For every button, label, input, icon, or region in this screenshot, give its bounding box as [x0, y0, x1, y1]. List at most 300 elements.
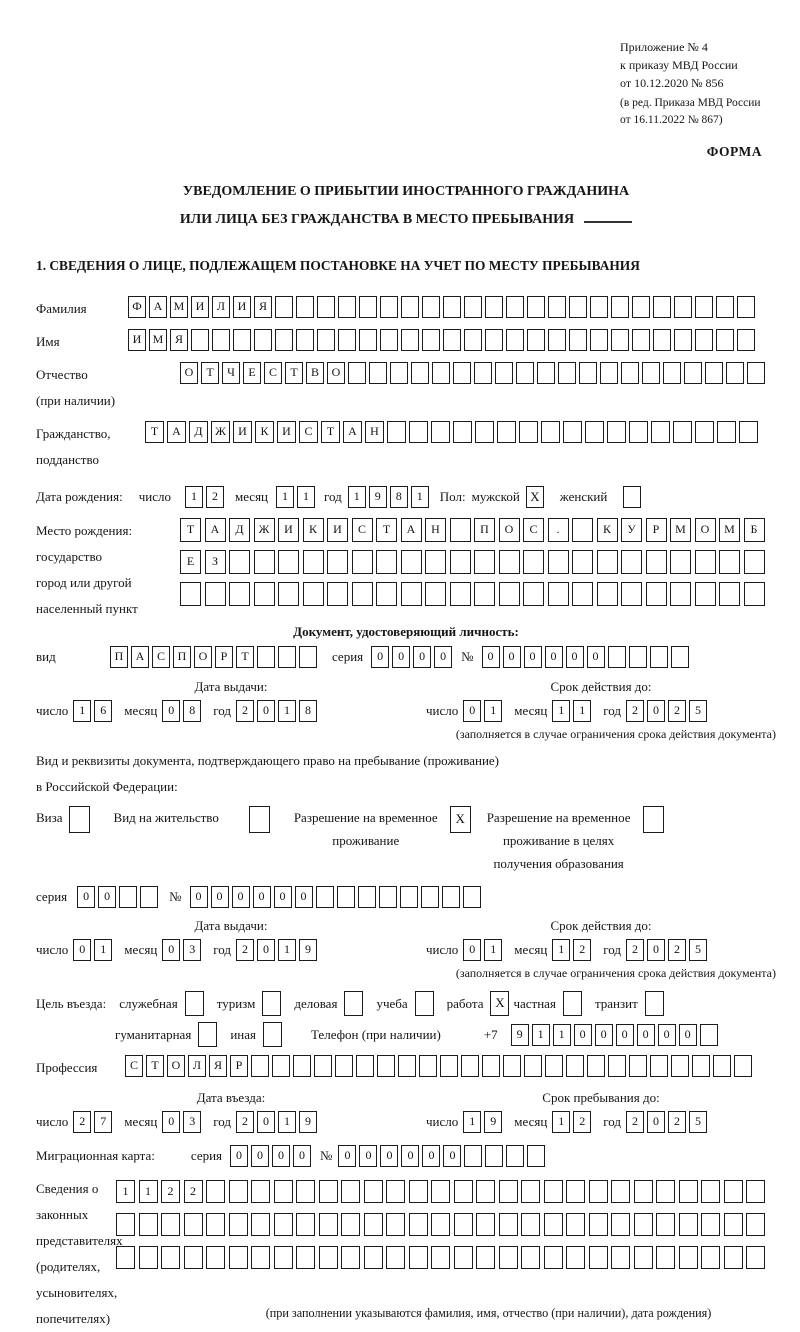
char-cell[interactable]: 2	[236, 939, 254, 961]
char-cell[interactable]: 0	[401, 1145, 419, 1167]
char-cell[interactable]: 5	[689, 939, 707, 961]
char-cell[interactable]	[608, 1055, 626, 1077]
char-cell[interactable]	[119, 886, 137, 908]
char-cell[interactable]	[650, 1055, 668, 1077]
char-cell[interactable]	[674, 296, 692, 318]
char-cell[interactable]: Т	[321, 421, 340, 443]
char-cell[interactable]: Я	[254, 296, 272, 318]
char-cell[interactable]	[341, 1213, 360, 1236]
char-cell[interactable]: 0	[380, 1145, 398, 1167]
char-cell[interactable]	[229, 1180, 248, 1203]
char-cell[interactable]: 0	[190, 886, 208, 908]
char-cell[interactable]	[663, 362, 681, 384]
char-cell[interactable]: 0	[679, 1024, 697, 1046]
char-cell[interactable]	[495, 362, 513, 384]
char-cell[interactable]	[316, 886, 334, 908]
char-cell[interactable]	[597, 582, 618, 606]
char-cell[interactable]: Н	[425, 518, 446, 542]
char-cell[interactable]	[454, 1213, 473, 1236]
char-cell[interactable]	[364, 1180, 383, 1203]
char-cell[interactable]	[634, 1213, 653, 1236]
char-cell[interactable]: О	[499, 518, 520, 542]
char-cell[interactable]	[317, 296, 335, 318]
char-cell[interactable]: 1	[94, 939, 112, 961]
char-cell[interactable]	[358, 886, 376, 908]
char-cell[interactable]: 1	[139, 1180, 158, 1203]
char-cell[interactable]	[401, 550, 422, 574]
char-cell[interactable]	[499, 1180, 518, 1203]
char-cell[interactable]	[229, 550, 250, 574]
char-cell[interactable]: 1	[573, 700, 591, 722]
char-cell[interactable]: Р	[215, 646, 233, 668]
char-cell[interactable]: 0	[616, 1024, 634, 1046]
char-cell[interactable]: 2	[206, 486, 224, 508]
char-cell[interactable]: 0	[524, 646, 542, 668]
char-cell[interactable]	[499, 1213, 518, 1236]
char-cell[interactable]	[369, 362, 387, 384]
char-cell[interactable]: 1	[484, 939, 502, 961]
char-cell[interactable]	[359, 296, 377, 318]
char-cell[interactable]	[503, 1055, 521, 1077]
char-cell[interactable]	[341, 1246, 360, 1269]
char-cell[interactable]: С	[152, 646, 170, 668]
char-cell[interactable]	[386, 1213, 405, 1236]
char-cell[interactable]	[527, 296, 545, 318]
char-cell[interactable]	[523, 550, 544, 574]
char-cell[interactable]	[597, 550, 618, 574]
char-cell[interactable]	[506, 1145, 524, 1167]
char-cell[interactable]	[671, 1055, 689, 1077]
char-cell[interactable]	[499, 1246, 518, 1269]
char-cell[interactable]: Р	[646, 518, 667, 542]
char-cell[interactable]: 0	[295, 886, 313, 908]
char-cell[interactable]	[327, 582, 348, 606]
char-cell[interactable]	[524, 1055, 542, 1077]
char-cell[interactable]	[713, 1055, 731, 1077]
char-cell[interactable]	[670, 582, 691, 606]
char-cell[interactable]: О	[180, 362, 198, 384]
char-cell[interactable]: 2	[668, 1111, 686, 1133]
char-cell[interactable]: 0	[545, 646, 563, 668]
char-cell[interactable]	[443, 296, 461, 318]
char-cell[interactable]	[642, 362, 660, 384]
char-cell[interactable]	[497, 421, 516, 443]
char-cell[interactable]	[611, 1213, 630, 1236]
residence-permit-checkbox[interactable]	[249, 806, 270, 833]
char-cell[interactable]: 2	[668, 700, 686, 722]
char-cell[interactable]	[653, 296, 671, 318]
char-cell[interactable]	[431, 421, 450, 443]
char-cell[interactable]	[161, 1246, 180, 1269]
char-cell[interactable]	[356, 1055, 374, 1077]
char-cell[interactable]	[566, 1180, 585, 1203]
char-cell[interactable]	[653, 329, 671, 351]
char-cell[interactable]	[296, 1180, 315, 1203]
purpose-transit-checkbox[interactable]	[645, 991, 664, 1016]
char-cell[interactable]: 0	[274, 886, 292, 908]
char-cell[interactable]	[421, 886, 439, 908]
char-cell[interactable]	[206, 1213, 225, 1236]
char-cell[interactable]	[737, 296, 755, 318]
char-cell[interactable]	[464, 296, 482, 318]
char-cell[interactable]: 0	[647, 939, 665, 961]
char-cell[interactable]: К	[303, 518, 324, 542]
char-cell[interactable]	[679, 1213, 698, 1236]
char-cell[interactable]: 9	[369, 486, 387, 508]
char-cell[interactable]: Ж	[211, 421, 230, 443]
char-cell[interactable]	[376, 582, 397, 606]
char-cell[interactable]	[600, 362, 618, 384]
char-cell[interactable]	[338, 329, 356, 351]
char-cell[interactable]	[275, 296, 293, 318]
char-cell[interactable]	[482, 1055, 500, 1077]
char-cell[interactable]	[607, 421, 626, 443]
char-cell[interactable]	[272, 1055, 290, 1077]
char-cell[interactable]: 0	[251, 1145, 269, 1167]
char-cell[interactable]: Т	[376, 518, 397, 542]
char-cell[interactable]	[737, 329, 755, 351]
char-cell[interactable]	[717, 421, 736, 443]
char-cell[interactable]: 0	[257, 1111, 275, 1133]
char-cell[interactable]: 0	[77, 886, 95, 908]
char-cell[interactable]: 0	[463, 939, 481, 961]
char-cell[interactable]: 0	[647, 700, 665, 722]
char-cell[interactable]	[212, 329, 230, 351]
char-cell[interactable]: 0	[98, 886, 116, 908]
char-cell[interactable]	[499, 550, 520, 574]
char-cell[interactable]	[544, 1180, 563, 1203]
char-cell[interactable]: 2	[573, 1111, 591, 1133]
char-cell[interactable]	[184, 1213, 203, 1236]
char-cell[interactable]	[611, 296, 629, 318]
char-cell[interactable]: 0	[293, 1145, 311, 1167]
char-cell[interactable]	[431, 1213, 450, 1236]
char-cell[interactable]: 1	[553, 1024, 571, 1046]
char-cell[interactable]: 1	[411, 486, 429, 508]
char-cell[interactable]: Е	[243, 362, 261, 384]
char-cell[interactable]	[621, 582, 642, 606]
char-cell[interactable]: И	[233, 421, 252, 443]
char-cell[interactable]	[386, 1246, 405, 1269]
char-cell[interactable]	[398, 1055, 416, 1077]
char-cell[interactable]	[348, 362, 366, 384]
char-cell[interactable]	[161, 1213, 180, 1236]
char-cell[interactable]: С	[352, 518, 373, 542]
char-cell[interactable]: 0	[443, 1145, 461, 1167]
char-cell[interactable]	[726, 362, 744, 384]
char-cell[interactable]: 2	[236, 700, 254, 722]
temp-residence-permit-checkbox[interactable]: X	[450, 806, 471, 833]
char-cell[interactable]	[566, 1246, 585, 1269]
char-cell[interactable]	[651, 421, 670, 443]
char-cell[interactable]	[724, 1246, 743, 1269]
char-cell[interactable]: Н	[365, 421, 384, 443]
char-cell[interactable]: 0	[574, 1024, 592, 1046]
char-cell[interactable]	[296, 1213, 315, 1236]
char-cell[interactable]	[724, 1213, 743, 1236]
char-cell[interactable]	[464, 1145, 482, 1167]
char-cell[interactable]	[453, 421, 472, 443]
char-cell[interactable]	[463, 886, 481, 908]
char-cell[interactable]: 2	[161, 1180, 180, 1203]
char-cell[interactable]	[589, 1213, 608, 1236]
char-cell[interactable]	[521, 1213, 540, 1236]
char-cell[interactable]	[671, 646, 689, 668]
char-cell[interactable]	[411, 362, 429, 384]
char-cell[interactable]: 0	[232, 886, 250, 908]
char-cell[interactable]	[229, 582, 250, 606]
char-cell[interactable]: 2	[236, 1111, 254, 1133]
char-cell[interactable]: Р	[230, 1055, 248, 1077]
char-cell[interactable]	[319, 1180, 338, 1203]
purpose-business-checkbox[interactable]	[344, 991, 363, 1016]
char-cell[interactable]: И	[278, 518, 299, 542]
char-cell[interactable]: 2	[626, 700, 644, 722]
char-cell[interactable]	[739, 421, 758, 443]
char-cell[interactable]: М	[149, 329, 167, 351]
char-cell[interactable]	[180, 582, 201, 606]
char-cell[interactable]: 1	[278, 700, 296, 722]
char-cell[interactable]: О	[695, 518, 716, 542]
char-cell[interactable]	[419, 1055, 437, 1077]
char-cell[interactable]	[327, 550, 348, 574]
char-cell[interactable]: 0	[587, 646, 605, 668]
char-cell[interactable]	[205, 582, 226, 606]
char-cell[interactable]	[317, 329, 335, 351]
char-cell[interactable]	[695, 582, 716, 606]
char-cell[interactable]	[431, 1180, 450, 1203]
char-cell[interactable]	[537, 362, 555, 384]
char-cell[interactable]: Е	[180, 550, 201, 574]
char-cell[interactable]	[506, 296, 524, 318]
char-cell[interactable]	[719, 550, 740, 574]
char-cell[interactable]	[335, 1055, 353, 1077]
char-cell[interactable]	[464, 329, 482, 351]
char-cell[interactable]: 3	[183, 1111, 201, 1133]
char-cell[interactable]: Ч	[222, 362, 240, 384]
char-cell[interactable]: 2	[626, 1111, 644, 1133]
char-cell[interactable]	[257, 646, 275, 668]
char-cell[interactable]: 9	[511, 1024, 529, 1046]
char-cell[interactable]	[629, 1055, 647, 1077]
char-cell[interactable]	[140, 886, 158, 908]
char-cell[interactable]: 1	[276, 486, 294, 508]
char-cell[interactable]: 1	[463, 1111, 481, 1133]
char-cell[interactable]	[296, 329, 314, 351]
char-cell[interactable]	[673, 421, 692, 443]
char-cell[interactable]	[692, 1055, 710, 1077]
char-cell[interactable]	[380, 296, 398, 318]
char-cell[interactable]: 6	[94, 700, 112, 722]
char-cell[interactable]	[476, 1180, 495, 1203]
char-cell[interactable]	[700, 1024, 718, 1046]
char-cell[interactable]: И	[191, 296, 209, 318]
char-cell[interactable]	[523, 582, 544, 606]
char-cell[interactable]	[746, 1180, 765, 1203]
char-cell[interactable]	[401, 582, 422, 606]
char-cell[interactable]: 0	[371, 646, 389, 668]
char-cell[interactable]	[499, 582, 520, 606]
char-cell[interactable]: 0	[658, 1024, 676, 1046]
char-cell[interactable]	[474, 362, 492, 384]
char-cell[interactable]	[352, 550, 373, 574]
char-cell[interactable]	[527, 1145, 545, 1167]
char-cell[interactable]: О	[194, 646, 212, 668]
visa-checkbox[interactable]	[69, 806, 90, 833]
char-cell[interactable]	[422, 296, 440, 318]
purpose-other-checkbox[interactable]	[263, 1022, 282, 1047]
char-cell[interactable]: 1	[552, 1111, 570, 1133]
char-cell[interactable]	[303, 582, 324, 606]
char-cell[interactable]	[572, 550, 593, 574]
char-cell[interactable]: И	[128, 329, 146, 351]
char-cell[interactable]	[695, 421, 714, 443]
char-cell[interactable]	[545, 1055, 563, 1077]
char-cell[interactable]	[314, 1055, 332, 1077]
char-cell[interactable]: О	[167, 1055, 185, 1077]
char-cell[interactable]	[746, 1246, 765, 1269]
char-cell[interactable]: 3	[183, 939, 201, 961]
char-cell[interactable]	[634, 1180, 653, 1203]
sex-male-checkbox[interactable]: X	[526, 486, 544, 508]
char-cell[interactable]: 1	[278, 939, 296, 961]
char-cell[interactable]	[299, 646, 317, 668]
char-cell[interactable]: 0	[413, 646, 431, 668]
char-cell[interactable]	[380, 329, 398, 351]
char-cell[interactable]: У	[621, 518, 642, 542]
char-cell[interactable]: 1	[278, 1111, 296, 1133]
char-cell[interactable]: М	[719, 518, 740, 542]
char-cell[interactable]	[629, 421, 648, 443]
char-cell[interactable]	[485, 1145, 503, 1167]
sex-female-checkbox[interactable]	[623, 486, 641, 508]
char-cell[interactable]	[744, 582, 765, 606]
char-cell[interactable]: 9	[484, 1111, 502, 1133]
char-cell[interactable]: 2	[73, 1111, 91, 1133]
char-cell[interactable]: И	[327, 518, 348, 542]
char-cell[interactable]	[572, 582, 593, 606]
char-cell[interactable]: 0	[257, 939, 275, 961]
char-cell[interactable]	[206, 1180, 225, 1203]
char-cell[interactable]	[474, 550, 495, 574]
char-cell[interactable]	[116, 1213, 135, 1236]
char-cell[interactable]: 1	[185, 486, 203, 508]
char-cell[interactable]: О	[327, 362, 345, 384]
char-cell[interactable]	[440, 1055, 458, 1077]
char-cell[interactable]	[450, 582, 471, 606]
char-cell[interactable]	[390, 362, 408, 384]
char-cell[interactable]	[516, 362, 534, 384]
char-cell[interactable]: А	[131, 646, 149, 668]
char-cell[interactable]	[364, 1246, 383, 1269]
char-cell[interactable]: 1	[552, 939, 570, 961]
char-cell[interactable]: 0	[359, 1145, 377, 1167]
char-cell[interactable]	[278, 550, 299, 574]
char-cell[interactable]	[590, 296, 608, 318]
char-cell[interactable]	[206, 1246, 225, 1269]
char-cell[interactable]	[275, 329, 293, 351]
char-cell[interactable]	[724, 1180, 743, 1203]
char-cell[interactable]: 2	[184, 1180, 203, 1203]
char-cell[interactable]: Т	[146, 1055, 164, 1077]
char-cell[interactable]	[425, 550, 446, 574]
char-cell[interactable]: 0	[338, 1145, 356, 1167]
char-cell[interactable]	[670, 550, 691, 574]
char-cell[interactable]: 1	[73, 700, 91, 722]
char-cell[interactable]: И	[277, 421, 296, 443]
char-cell[interactable]: А	[401, 518, 422, 542]
char-cell[interactable]	[705, 362, 723, 384]
char-cell[interactable]: Т	[201, 362, 219, 384]
char-cell[interactable]	[572, 518, 593, 542]
purpose-study-checkbox[interactable]	[415, 991, 434, 1016]
char-cell[interactable]: С	[299, 421, 318, 443]
char-cell[interactable]: 9	[299, 1111, 317, 1133]
char-cell[interactable]	[450, 550, 471, 574]
char-cell[interactable]: П	[474, 518, 495, 542]
char-cell[interactable]	[377, 1055, 395, 1077]
char-cell[interactable]	[744, 550, 765, 574]
char-cell[interactable]	[566, 1055, 584, 1077]
char-cell[interactable]: С	[523, 518, 544, 542]
char-cell[interactable]	[521, 1246, 540, 1269]
char-cell[interactable]: 0	[230, 1145, 248, 1167]
char-cell[interactable]	[296, 296, 314, 318]
char-cell[interactable]: 1	[297, 486, 315, 508]
char-cell[interactable]	[184, 1246, 203, 1269]
char-cell[interactable]: Т	[236, 646, 254, 668]
char-cell[interactable]: 5	[689, 1111, 707, 1133]
char-cell[interactable]: 0	[566, 646, 584, 668]
char-cell[interactable]	[278, 582, 299, 606]
char-cell[interactable]	[634, 1246, 653, 1269]
char-cell[interactable]: Т	[180, 518, 201, 542]
char-cell[interactable]	[401, 296, 419, 318]
char-cell[interactable]	[422, 329, 440, 351]
char-cell[interactable]	[650, 646, 668, 668]
char-cell[interactable]	[274, 1180, 293, 1203]
char-cell[interactable]: 9	[299, 939, 317, 961]
char-cell[interactable]	[695, 296, 713, 318]
char-cell[interactable]: 5	[689, 700, 707, 722]
char-cell[interactable]	[563, 421, 582, 443]
char-cell[interactable]: 0	[463, 700, 481, 722]
char-cell[interactable]	[632, 329, 650, 351]
char-cell[interactable]: А	[343, 421, 362, 443]
char-cell[interactable]	[296, 1246, 315, 1269]
char-cell[interactable]	[251, 1246, 270, 1269]
char-cell[interactable]	[319, 1246, 338, 1269]
char-cell[interactable]	[359, 329, 377, 351]
char-cell[interactable]	[589, 1246, 608, 1269]
char-cell[interactable]: А	[149, 296, 167, 318]
char-cell[interactable]: 1	[116, 1180, 135, 1203]
purpose-humanitarian-checkbox[interactable]	[198, 1022, 217, 1047]
char-cell[interactable]	[401, 329, 419, 351]
char-cell[interactable]: 0	[73, 939, 91, 961]
char-cell[interactable]	[233, 329, 251, 351]
char-cell[interactable]: 0	[637, 1024, 655, 1046]
char-cell[interactable]: Б	[744, 518, 765, 542]
char-cell[interactable]	[587, 1055, 605, 1077]
char-cell[interactable]: 0	[647, 1111, 665, 1133]
char-cell[interactable]	[116, 1246, 135, 1269]
char-cell[interactable]	[274, 1246, 293, 1269]
char-cell[interactable]	[646, 582, 667, 606]
char-cell[interactable]	[621, 550, 642, 574]
char-cell[interactable]: 1	[532, 1024, 550, 1046]
char-cell[interactable]	[679, 1180, 698, 1203]
